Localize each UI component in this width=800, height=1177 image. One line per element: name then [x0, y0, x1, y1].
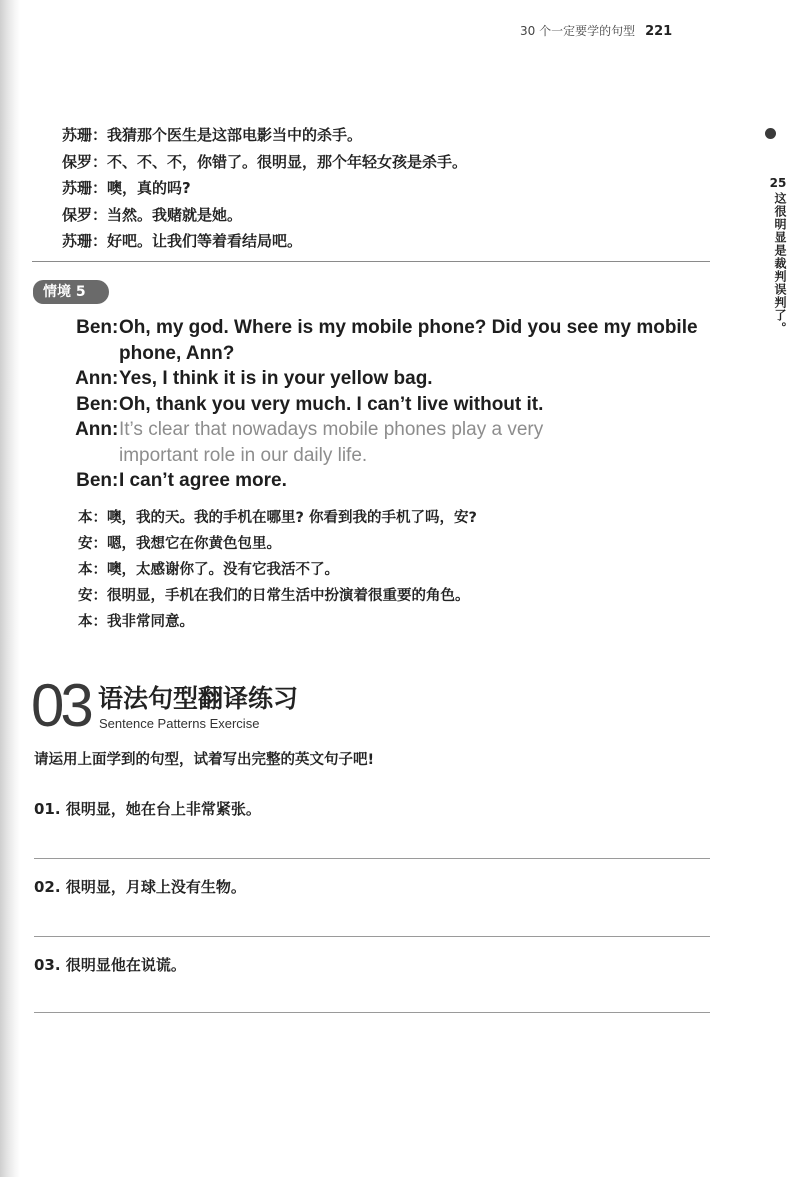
section-subtitle: Sentence Patterns Exercise — [99, 716, 260, 731]
line-text — [118, 315, 722, 366]
dialog-line: 本：噢，我的天。我的手机在哪里? 你看到我的手机了吗，安? — [78, 510, 477, 526]
book-spine-shadow — [0, 0, 20, 1177]
speaker: 安 — [78, 588, 93, 604]
exercise-number: 01. — [34, 800, 61, 818]
english-dialog — [62, 315, 722, 494]
dialog-line: Ben : I can’t agree more. — [62, 468, 722, 494]
side-tab-text: 这很明显是裁判误判了。 — [773, 192, 787, 335]
line-text: 当然。我赌就是她。 — [107, 205, 243, 224]
line-text: 嗯，我想它在你黄色包里。 — [107, 536, 281, 552]
exercise-text: 很明显，她在台上非常紧张。 — [65, 800, 261, 818]
dialog-line: 安：很明显，手机在我们的日常生活中扮演着很重要的角色。 — [78, 588, 470, 604]
dialog-line-highlighted: Ann : It’s clear that nowadays mobile phones play a very important role in our daily life. — [62, 417, 722, 468]
dialog-line: 苏珊：噢，真的吗? — [62, 175, 722, 202]
answer-line[interactable] — [34, 1012, 710, 1013]
bullet-dot-icon — [765, 128, 776, 139]
line-text: 噢，我的天。我的手机在哪里? 你看到我的手机了吗，安? — [107, 510, 477, 526]
line-text-continued: phone, Ann? — [119, 342, 235, 364]
speaker: 保罗 — [62, 205, 93, 224]
exercise-text: 很明显，月球上没有生物。 — [65, 878, 246, 896]
line-text: 噢，太感谢你了。没有它我活不了。 — [107, 562, 339, 578]
exercise-question — [34, 954, 714, 976]
exercise-question — [34, 876, 714, 898]
speaker: Ben — [76, 317, 112, 338]
speaker: 安 — [78, 536, 93, 552]
dialog-line: Ben : Oh, my god. Where is my mobile phone? Did you see my mobile phone, Ann? — [62, 315, 722, 366]
line-text: 噢，真的吗? — [107, 179, 191, 197]
exercise-item — [34, 954, 714, 976]
line-text: I can’t agree more. — [119, 470, 287, 491]
speaker: 苏珊 — [62, 126, 93, 144]
side-tab-number: 25 — [769, 176, 787, 190]
line-text: 我非常同意。 — [107, 614, 194, 630]
page-header — [520, 22, 720, 39]
exercise-question — [34, 798, 714, 820]
dialog-line: 苏珊：好吧。让我们等着看结局吧。 — [62, 228, 722, 255]
speaker: Ann — [75, 368, 112, 389]
speaker: 苏珊 — [62, 232, 93, 250]
chinese-dialog — [62, 122, 722, 255]
dialog-line: Ben : Oh, thank you very much. I can’t live without it. — [62, 392, 722, 418]
speaker: Ann — [75, 419, 112, 440]
exercise-item — [34, 798, 714, 820]
running-title: 30 个一定要学的句型 — [520, 24, 636, 38]
line-text — [118, 417, 722, 468]
speaker: Ben — [76, 470, 112, 491]
line-text: 好吧。让我们等着看结局吧。 — [107, 232, 303, 250]
translation-dialog — [78, 505, 718, 635]
speaker: 保罗 — [62, 152, 93, 171]
line-text-part: It’s clear that nowadays mobile phones play a very — [119, 419, 544, 440]
exercise-number: 03. — [34, 956, 61, 974]
exercise-item — [34, 876, 714, 898]
speaker: 苏珊 — [62, 179, 93, 197]
exercise-instruction: 请运用上面学到的句型，试着写出完整的英文句子吧! — [34, 752, 375, 768]
scenario-badge: 情境 5 — [33, 280, 109, 304]
line-text: 很明显，手机在我们的日常生活中扮演着很重要的角色。 — [107, 588, 470, 604]
speaker: 本 — [78, 562, 93, 578]
exercise-text: 很明显他在说谎。 — [65, 956, 186, 974]
line-text: Oh, thank you very much. I can’t live without it. — [119, 393, 544, 415]
dialog-line: 保罗：当然。我赌就是她。 — [62, 202, 722, 229]
line-text: 不、不、不，你错了。很明显，那个年轻女孩是杀手。 — [107, 152, 468, 171]
line-text-continued: important role in our daily life. — [119, 444, 368, 466]
speaker: Ben — [76, 393, 112, 415]
dialog-line: 苏珊：我猜那个医生是这部电影当中的杀手。 — [62, 122, 722, 149]
speaker: 本 — [78, 510, 93, 526]
dialog-line: 安：嗯，我想它在你黄色包里。 — [78, 536, 281, 552]
answer-line[interactable] — [34, 858, 710, 859]
section-title: 语法句型翻译练习 — [98, 684, 299, 713]
line-text-part: Oh, my god. Where is my mobile phone? Did you see my mobile — [119, 317, 698, 338]
dialog-line: 保罗：不、不、不，你错了。很明显，那个年轻女孩是杀手。 — [62, 149, 722, 176]
dialog-line: Ann : Yes, I think it is in your yellow bag. — [62, 366, 722, 392]
answer-line[interactable] — [34, 936, 710, 937]
line-text: 我猜那个医生是这部电影当中的杀手。 — [107, 126, 363, 144]
section-number: 03 — [31, 672, 90, 739]
line-text: Yes, I think it is in your yellow bag. — [119, 368, 433, 389]
page-number: 221 — [645, 24, 673, 39]
dialog-line: 本：我非常同意。 — [78, 614, 194, 630]
exercise-number: 02. — [34, 878, 61, 896]
divider — [32, 261, 710, 262]
dialog-line: 本：噢，太感谢你了。没有它我活不了。 — [78, 562, 339, 578]
speaker: 本 — [78, 614, 93, 630]
